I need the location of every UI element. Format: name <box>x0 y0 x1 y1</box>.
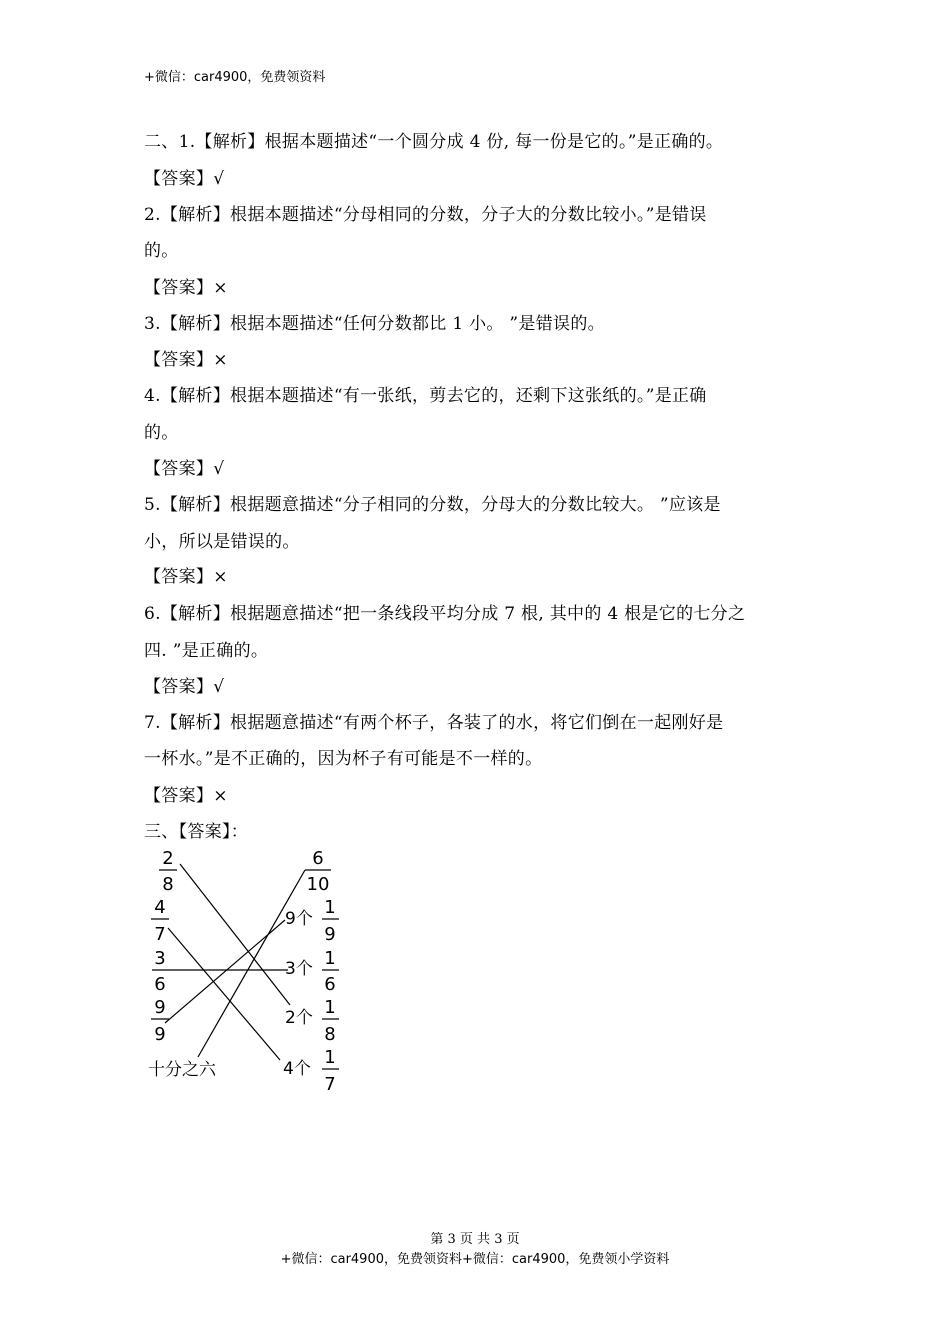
q4-answer: 【答案】√ <box>144 459 225 479</box>
right-item-prefix: 9个 <box>285 909 313 929</box>
left-item-2-8 <box>159 848 177 895</box>
left-item-numerator: 4 <box>154 897 166 918</box>
q5-answer: 【答案】× <box>144 567 228 587</box>
right-item-prefix: 4个 <box>283 1059 311 1079</box>
q6-answer: 【答案】√ <box>144 677 225 697</box>
q6-analysis-line1: 6.【解析】根据题意描述“把一条线段平均分成 7 根, 其中的 4 根是它的七分之 <box>144 604 746 624</box>
q1-analysis: 二、1.【解析】根据本题描述“一个圆分成 4 份, 每一份是它的。”是正确的。 <box>144 132 724 152</box>
q5-analysis-line1: 5.【解析】根据题意描述“分子相同的分数，分母大的分数比较大。 ”应该是 <box>144 495 721 515</box>
q7-analysis-line1: 7.【解析】根据题意描述“有两个杯子，各装了的水，将它们倒在一起刚好是 <box>144 713 724 733</box>
left-item-denominator: 8 <box>162 874 174 895</box>
left-item-3-6 <box>154 948 165 995</box>
q2-analysis-line1: 2.【解析】根据本题描述“分母相同的分数，分子大的分数比较小。”是错误 <box>144 205 707 225</box>
left-item-numerator: 2 <box>162 848 174 869</box>
left-item-shifenzhiliu: 十分之六 <box>148 1060 216 1080</box>
left-item-numerator: 3 <box>154 948 166 969</box>
left-item-4-7 <box>151 897 169 945</box>
q5-analysis-line2: 小，所以是错误的。 <box>144 532 300 552</box>
q6-analysis-line2: 四. ”是正确的。 <box>144 641 269 661</box>
right-item-denominator: 6 <box>324 974 336 995</box>
right-item-4-sevenths <box>283 1047 339 1095</box>
right-item-numerator: 6 <box>312 848 324 869</box>
right-item-prefix: 2个 <box>285 1008 313 1028</box>
right-item-numerator: 1 <box>324 1047 336 1068</box>
q3-analysis: 3.【解析】根据本题描述“任何分数都比 1 小。 ”是错误的。 <box>144 314 605 334</box>
right-item-prefix: 3个 <box>285 959 313 979</box>
left-item-denominator: 9 <box>154 1024 166 1045</box>
q4-analysis-line2: 的。 <box>144 423 179 443</box>
q2-analysis-line2: 的。 <box>144 241 179 261</box>
q2-answer: 【答案】× <box>144 278 228 298</box>
left-item-9-9 <box>151 997 169 1045</box>
right-item-numerator: 1 <box>324 948 336 969</box>
right-item-3-sixths <box>285 948 339 995</box>
section3-title: 三、【答案】： <box>144 822 249 842</box>
left-item-denominator: 7 <box>154 924 166 945</box>
q3-answer: 【答案】× <box>144 350 228 370</box>
left-item-denominator: 6 <box>154 974 166 995</box>
right-item-denominator: 10 <box>306 874 330 895</box>
right-item-2-eighths <box>285 997 339 1045</box>
matching-diagram <box>140 842 360 1097</box>
right-item-denominator: 7 <box>324 1074 336 1095</box>
page-header: +微信：car4900，免费领资料 <box>144 70 326 85</box>
right-item-denominator: 8 <box>324 1024 336 1045</box>
right-item-numerator: 1 <box>324 997 336 1018</box>
q1-answer: 【答案】√ <box>144 169 225 189</box>
q7-answer: 【答案】× <box>144 786 228 806</box>
right-item-denominator: 9 <box>324 924 336 945</box>
left-item-numerator: 9 <box>154 997 166 1018</box>
q7-analysis-line2: 一杯水。”是不正确的，因为杯子有可能是不一样的。 <box>144 749 543 769</box>
right-item-6-10 <box>305 848 331 895</box>
q4-analysis-line1: 4.【解析】根据本题描述“有一张纸，剪去它的，还剩下这张纸的。”是正确 <box>144 386 707 406</box>
right-item-numerator: 1 <box>324 897 336 918</box>
page-number: 第 3 页 共 3 页 <box>430 1232 520 1247</box>
match-line-2-8 <box>180 864 290 1005</box>
match-line-4-7 <box>168 928 280 1060</box>
page-footer: +微信：car4900，免费领资料+微信：car4900，免费领小学资料 <box>280 1252 670 1267</box>
right-item-9-ninths <box>285 897 339 945</box>
